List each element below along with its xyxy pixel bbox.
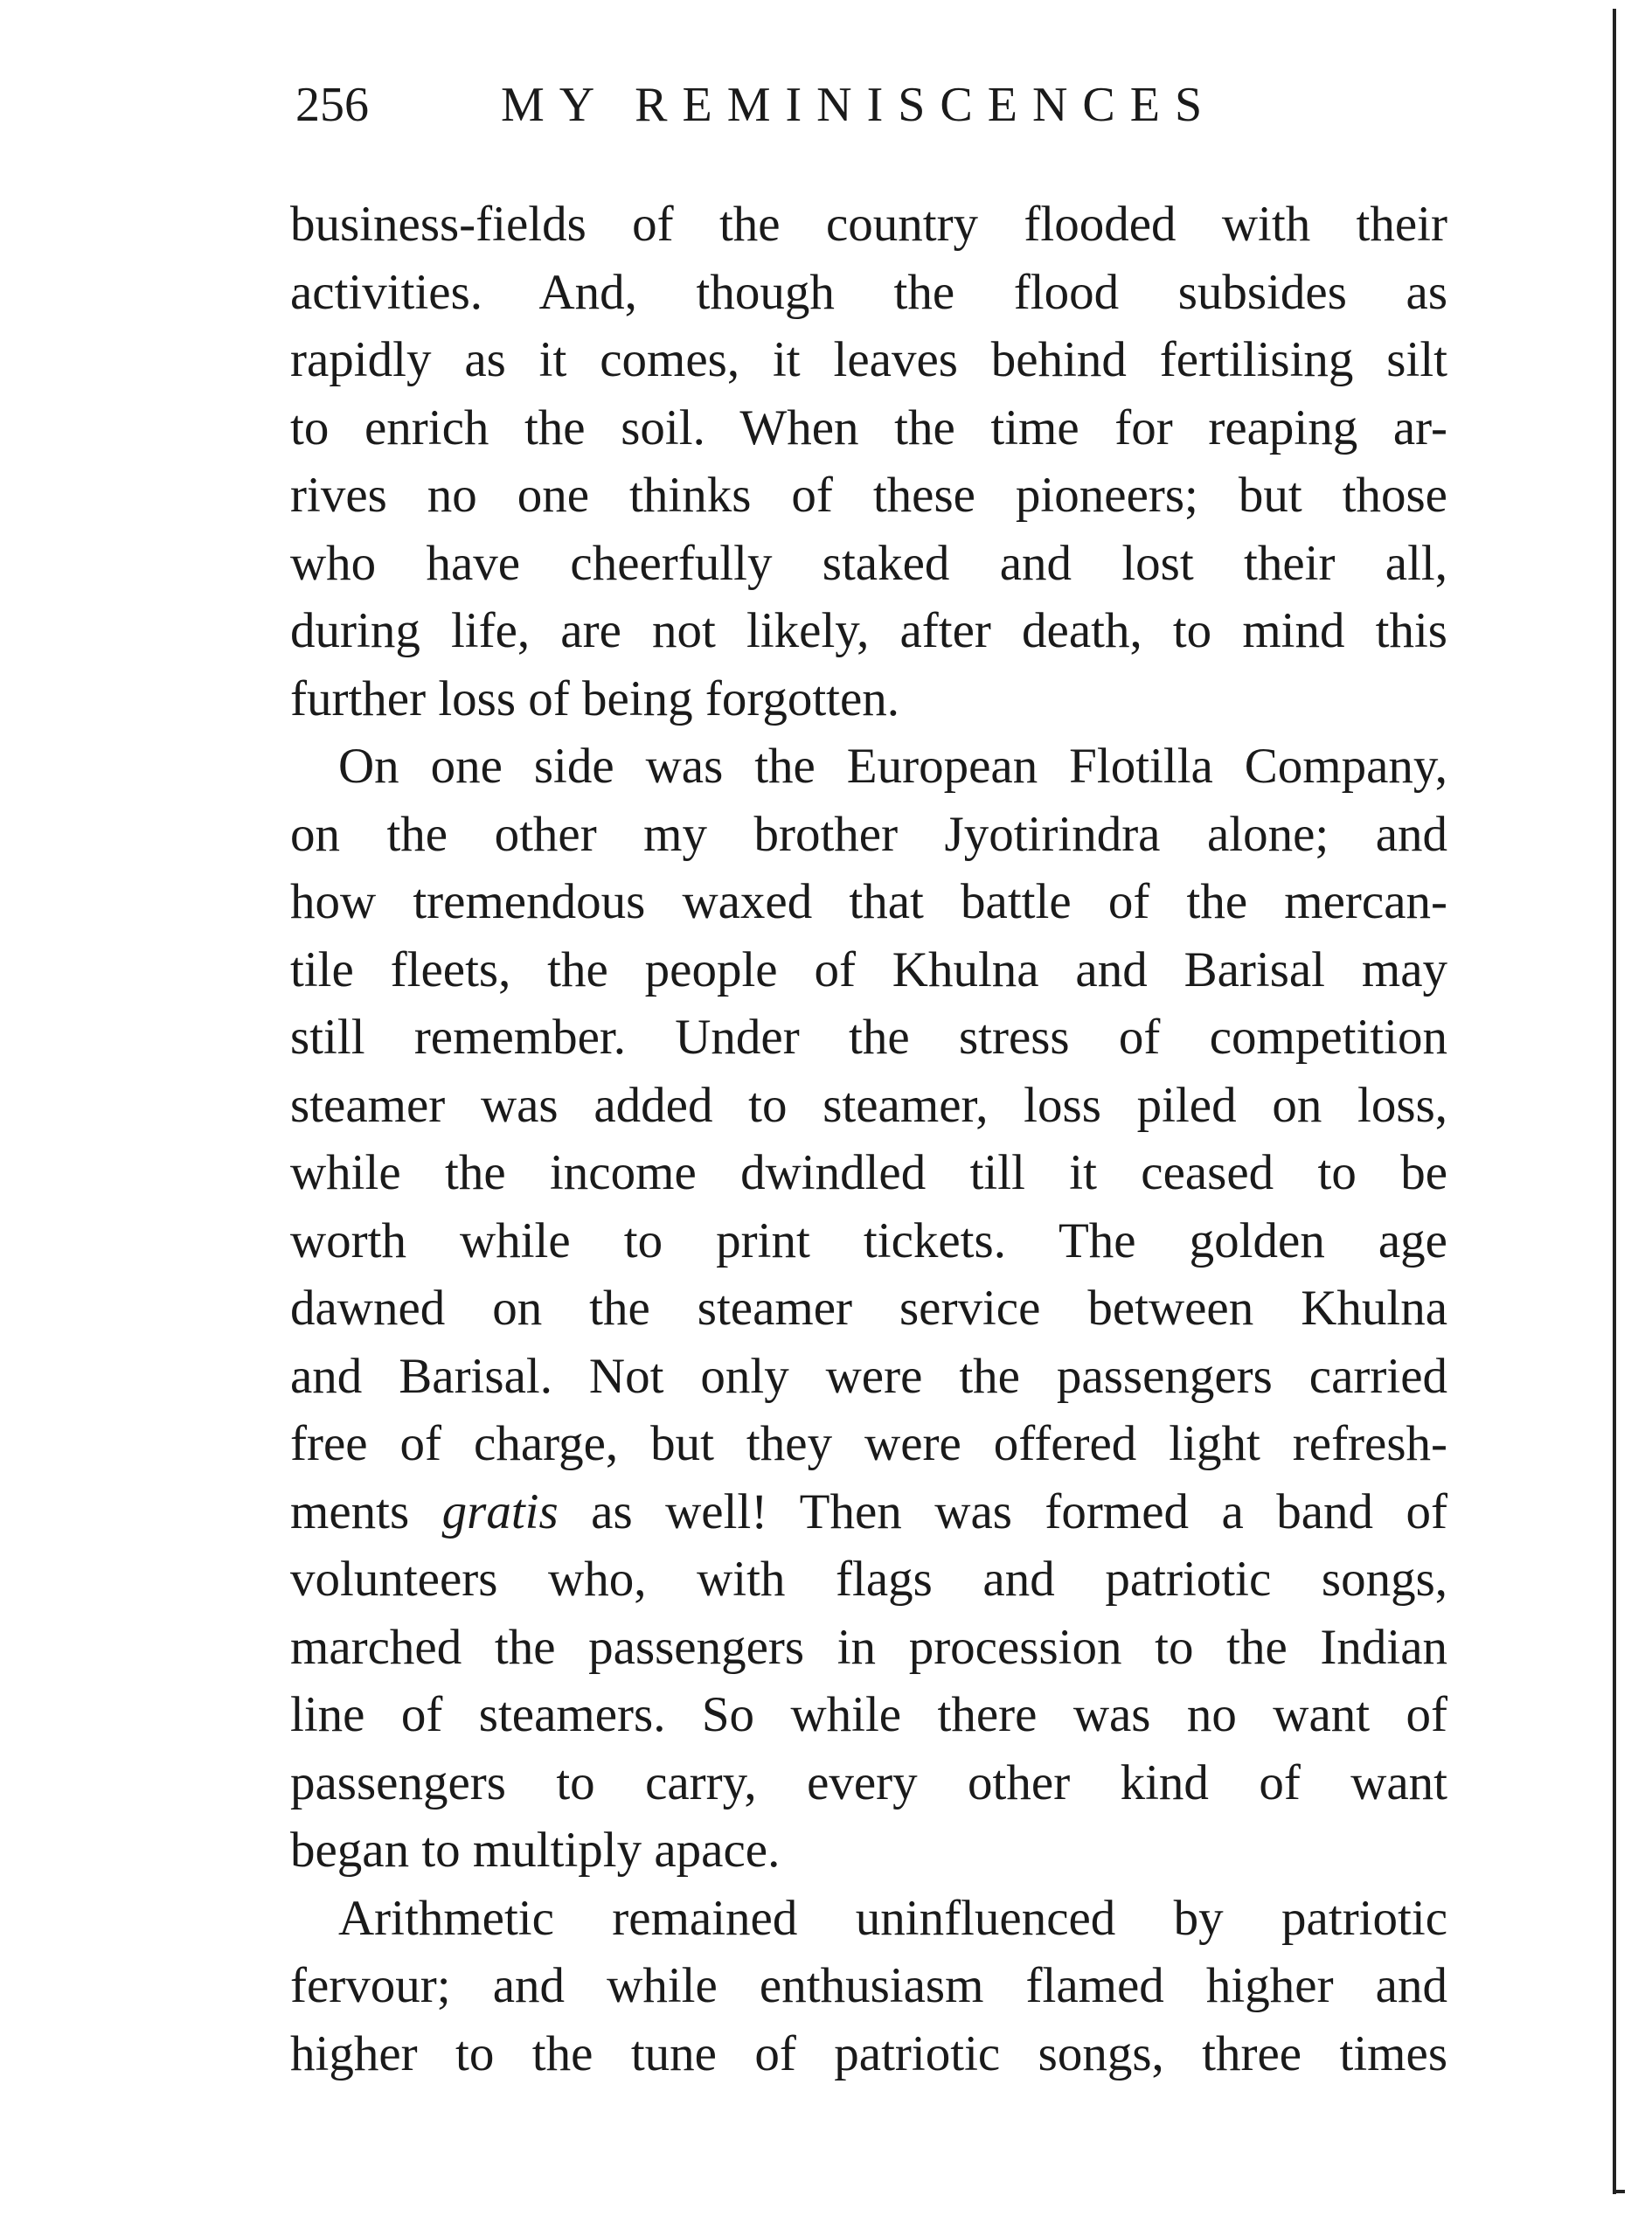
text-line: marched the passengers in procession to the Indian: [290, 1619, 1447, 1675]
text-line: fervour; and while enthusiasm flamed higher and: [290, 1958, 1447, 2013]
text-line: who have cheerfully staked and lost their all,: [290, 535, 1447, 591]
page-number: 256: [295, 78, 369, 132]
text-line: Arithmetic remained uninfluenced by patriotic: [338, 1890, 1447, 1946]
text-segment: as well! Then was formed a band of: [558, 1483, 1448, 1539]
text-line: began to multiply apace.: [290, 1823, 781, 1878]
text-line: volunteers who, with flags and patriotic songs,: [290, 1552, 1447, 1607]
text-line: worth while to print tickets. The golden age: [290, 1212, 1447, 1268]
text-line: passengers to carry, every other kind of want: [290, 1754, 1447, 1810]
page-edge-line: [1613, 9, 1616, 2194]
text-line: free of charge, but they were offered light refresh-: [290, 1416, 1447, 1471]
text-line: activities. And, though the flood subsides as: [290, 264, 1447, 320]
text-line: steamer was added to steamer, loss piled on loss,: [290, 1077, 1447, 1133]
text-line: how tremendous waxed that battle of the mercan-: [290, 874, 1447, 929]
text-line: during life, are not likely, after death, to mind this: [290, 603, 1447, 658]
text-segment: ments: [290, 1483, 442, 1539]
text-line: still remember. Under the stress of competition: [290, 1010, 1447, 1065]
text-line: tile fleets, the people of Khulna and Barisal may: [290, 941, 1447, 997]
text-line: On one side was the European Flotilla Company,: [338, 739, 1447, 794]
text-line: line of steamers. So while there was no want of: [290, 1687, 1447, 1742]
text-line: while the income dwindled till it ceased to be: [290, 1145, 1447, 1200]
text-line: on the other my brother Jyotirindra alone; and: [290, 806, 1447, 862]
body-text: [290, 191, 1447, 2087]
text-line: to enrich the soil. When the time for reaping ar-: [290, 399, 1447, 455]
text-line: dawned on the steamer service between Khulna: [290, 1281, 1447, 1336]
text-line: rapidly as it comes, it leaves behind fertilising silt: [290, 332, 1447, 387]
running-title: MY REMINISCENCES: [501, 78, 1218, 132]
text-line: business-fields of the country flooded with their: [290, 197, 1447, 252]
text-line: and Barisal. Not only were the passengers carried: [290, 1348, 1447, 1404]
text-line: further loss of being forgotten.: [290, 670, 900, 726]
italic-word: gratis: [441, 1483, 559, 1539]
text-line: rives no one thinks of these pioneers; but those: [290, 468, 1447, 523]
text-line: [290, 1478, 1447, 1546]
page-edge-foot: [1613, 2190, 1625, 2193]
text-line: higher to the tune of patriotic songs, three times: [290, 2025, 1447, 2081]
